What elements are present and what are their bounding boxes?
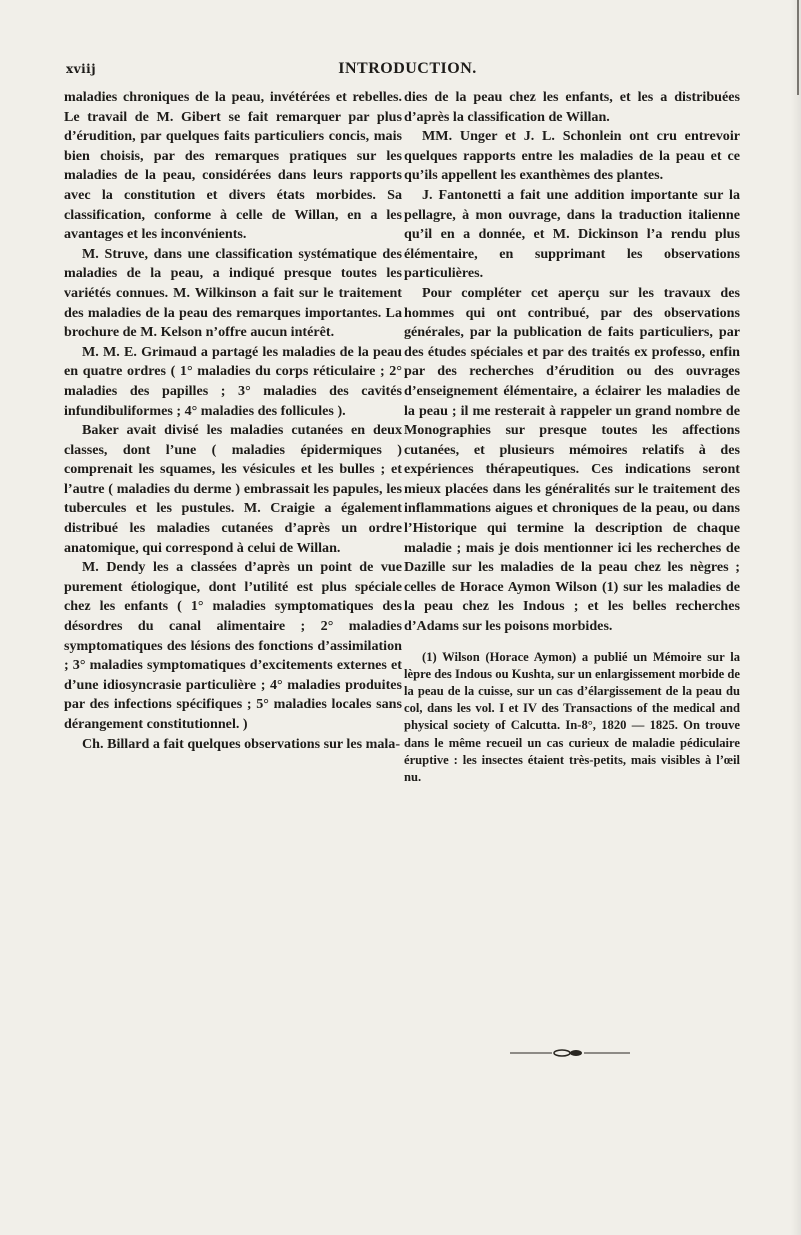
- paragraph: dies de la peau chez les enfants, et les a distribuées d’après la classification de Willan.: [404, 89, 740, 125]
- paragraph: Baker avait divisé les maladies cutanées en deux classes, dont l’une ( maladies épidermiques ) comprenait les squames, les vésicules et les bulles ; et l’autre ( maladies du derme ) embrassait les papules, les tubercules et les pustules. M. Craigie a également distribué les maladies cutanées d’après un ordre anatomique, qui correspond à celui de Willan.: [64, 422, 402, 556]
- paragraph: M. Struve, dans une classification systématique des maladies de la peau, a indiqué presque toutes les variétés connues. M. Wilkinson a fait sur le traitement des maladies de la peau des remarques importantes. La brochure de M. Kelson n’offre aucun intérêt.: [64, 245, 402, 341]
- paragraph: M. M. E. Grimaud a partagé les maladies de la peau en quatre ordres ( 1° maladies du corps réticulaire ; 2° maladies des papilles ; 3° maladies des cavités infundibuliformes ; 4° maladies des follicules ).: [64, 343, 402, 419]
- page-header: [60, 62, 755, 82]
- paragraph: maladies chroniques de la peau, invétérées et rebelles. Le travail de M. Gibert se fait remarquer par plus d’érudition, par quelques faits particuliers concis, mais bien choisis, par des remarques pratiques sur les maladies de la peau, considérées dans leurs rapports avec la constitution et divers états morbides. Sa classification, conforme à celle de Willan, en a les avantages et les inconvénients.: [64, 89, 402, 243]
- page-edge-shadow: [791, 0, 801, 1235]
- left-column: [64, 88, 402, 754]
- footnote: [404, 649, 740, 787]
- decorative-rule-ornament: [510, 1048, 630, 1058]
- binding-mark: [797, 0, 799, 95]
- paragraph: Pour compléter cet aperçu sur les travaux des hommes qui ont contribué, par des observations générales, par la publication de faits particuliers, par des études spéciales et par des traités ex professo, enfin par des recherches d’érudition ou des ouvrages d’enseignement élémentaire, a éclairer les maladies de la peau ; il me resterait à rappeler un grand nombre de Monographies sur presque toutes les affections cutanées, et plusieurs mémoires relatifs à des expériences thérapeutiques. Ces indications seront mieux placées dans les généralités sur le traitement des inflammations aigues et chroniques de la peau, ou dans l’Historique qui termine la description de chaque maladie ; mais je dois mentionner ici les recherches de Dazille sur les maladies de la peau chez les nègres ; celles de Horace Aymon Wilson (1) sur les maladies de la peau chez les Indous ; et les belles recherches d’Adams sur les poisons morbides.: [404, 284, 740, 635]
- paragraph: Ch. Billard a fait quelques observations sur les mala-: [82, 735, 401, 752]
- running-title: INTRODUCTION.: [338, 60, 477, 77]
- paragraph: M. Dendy les a classées d’après un point de vue purement étiologique, dont l’utilité est plus spéciale chez les enfants ( 1° maladies symptomatiques des désordres du canal alimentaire ; 2° maladies symptomatiques des lésions des fonctions d’assimilation ; 3° maladies symptomatiques d’excitements externes et d’une idiosyncrasie particulière ; 4° maladies produites par des infections spécifiques ; 5° maladies locales sans dérangement constitutionnel. ): [64, 559, 402, 732]
- paragraph: MM. Unger et J. L. Schonlein ont cru entrevoir quelques rapports entre les maladies de la peau et ce qu’ils appellent les exanthèmes des plantes.: [404, 128, 740, 184]
- paragraph: J. Fantonetti a fait une addition importante sur la pellagre, à mon ouvrage, dans la traduction italienne qu’il en a donnée, et M. Dickinson l’a rendu plus élémentaire, en supprimant les observations particulières.: [404, 186, 740, 282]
- folio: xviij: [66, 62, 97, 76]
- footnote-text: (1) Wilson (Horace Aymon) a publié un Mémoire sur la lèpre des Indous ou Kushta, sur un enlargissement morbide de la peau de la cuisse, sur un cas d’élargissement de la peau du col, dans les vol. I et IV des Transactions of the medical and physical society of Calcutta. In-8°, 1820 — 1825. On trouve dans le même recueil un cas curieux de maladie pédiculaire éruptive : les insectes étaient très-petits, mais visibles à l’œil nu.: [404, 649, 740, 785]
- right-column: [404, 88, 740, 786]
